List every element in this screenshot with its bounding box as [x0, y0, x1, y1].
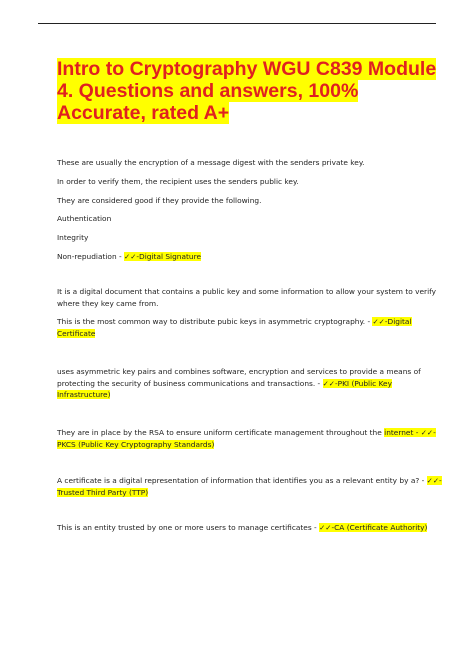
paragraph-wrapper — [57, 232, 429, 244]
paragraph-line: Authentication — [57, 214, 112, 223]
qa-block-pkcs — [57, 427, 436, 450]
answer-continuation — [57, 389, 429, 401]
document-title — [57, 58, 437, 124]
question-text: A certificate is a digital representation of information that identifies you as a relevant entity by a? - — [57, 476, 427, 485]
paragraph-wrapper — [57, 176, 429, 188]
title-line-1: Intro to Cryptography WGU C839 Module — [57, 58, 437, 80]
question-line — [57, 475, 442, 487]
answer-continuation — [57, 487, 429, 499]
paragraph-line: where they key came from. — [57, 298, 159, 308]
answer-continuation — [57, 328, 429, 340]
answer-highlight: ✓✓- — [426, 476, 442, 485]
title-line-2: 4. Questions and answers, 100% — [57, 80, 359, 102]
question-text: Non-repudiation - — [57, 252, 124, 261]
paragraph-line: uses asymmetric key pairs and combines software, encryption and services to provide a means of — [57, 367, 421, 376]
title-line-3: Accurate, rated A+ — [57, 102, 230, 124]
question-text: protecting the security of business communications and transactions. - — [57, 378, 323, 388]
answer-continuation — [57, 439, 429, 451]
answer-highlight: Certificate — [57, 328, 96, 338]
qa-block-digital-certificate — [57, 286, 436, 309]
paragraph-line: Integrity — [57, 233, 89, 242]
answer-highlight: ✓✓-CA (Certificate Authority) — [319, 523, 428, 532]
question-text: They are in place by the RSA to ensure uniform certificate management throughout the — [57, 428, 385, 437]
answer-highlight: Trusted Third Party (TTP) — [57, 487, 149, 497]
paragraph-line: In order to verify them, the recipient uses the senders public key. — [57, 177, 299, 186]
answer-highlight: Infrastructure) — [57, 390, 111, 399]
question-line — [57, 427, 436, 439]
paragraph-line: It is a digital document that contains a public key and some information to allow your system to verify — [57, 287, 436, 296]
question-text: This is the most common way to distribute pubic keys in asymmetric cryptography. - — [57, 317, 373, 326]
answer-highlight: ✓✓-Digital Signature — [124, 252, 202, 261]
qa-block-pki — [57, 366, 429, 401]
question-line — [57, 522, 429, 534]
question-line — [57, 378, 429, 390]
answer-highlight: PKCS (Public Key Cryptography Standards) — [57, 439, 215, 449]
question-text: This is an entity trusted by one or more users to manage certificates - — [57, 523, 320, 532]
paragraph-wrapper — [57, 251, 429, 263]
paragraph-line: They are considered good if they provide the following. — [57, 196, 262, 205]
qa-block-ttp — [57, 475, 442, 498]
paragraph-wrapper — [57, 213, 429, 225]
question-line — [57, 251, 429, 263]
qa-block-ca — [57, 522, 429, 534]
header-rule — [38, 23, 436, 24]
paragraph-wrapper — [57, 316, 429, 339]
answer-highlight: internet - ✓✓- — [384, 428, 436, 437]
qa-block-digital-signature — [57, 157, 429, 169]
paragraph-wrapper — [57, 195, 429, 207]
paragraph-line: These are usually the encryption of a message digest with the senders private key. — [57, 158, 365, 167]
question-line — [57, 316, 429, 328]
answer-highlight: ✓✓-Digital — [372, 317, 412, 326]
answer-highlight: ✓✓-PKI (Public Key — [322, 378, 392, 388]
